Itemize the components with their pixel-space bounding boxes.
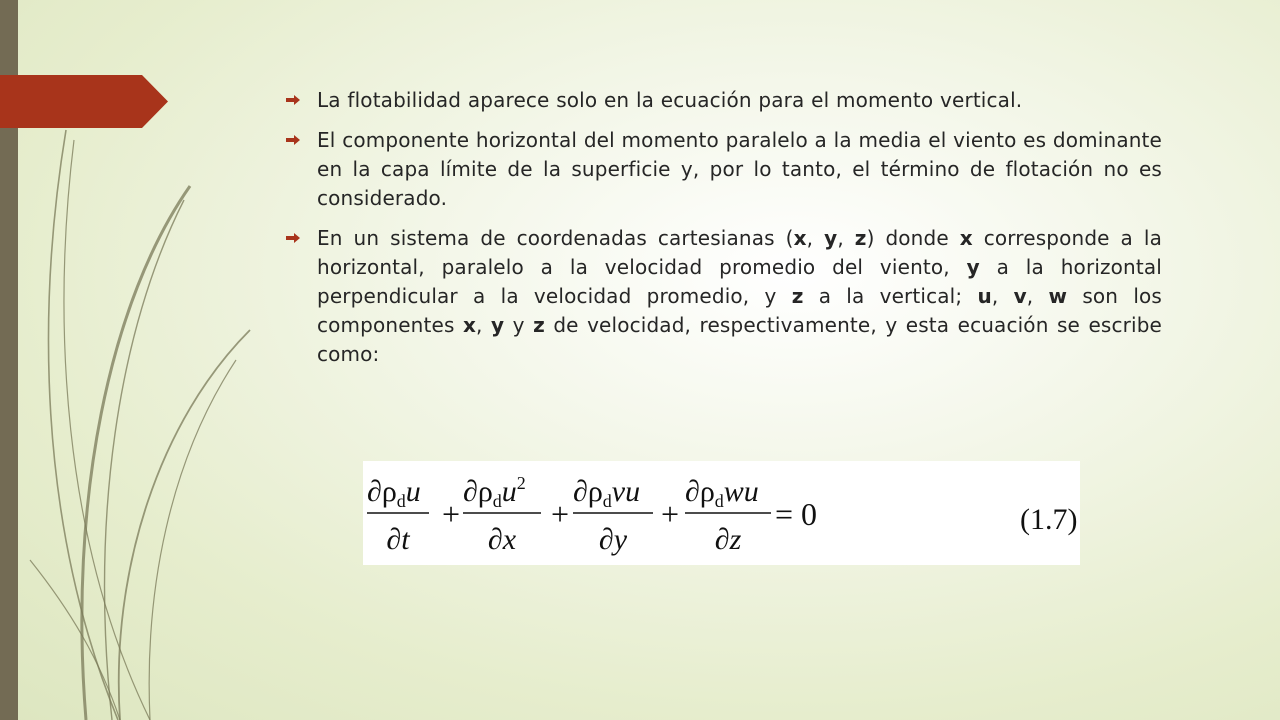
bold-variable: y — [491, 313, 505, 337]
equation-numerator: $\partial\rho_dwu$ — [685, 475, 759, 511]
text-run: La flotabilidad aparece solo en la ecuación para el momento vertical. — [317, 88, 1023, 112]
bold-variable: x — [793, 226, 807, 250]
text-run: a la vertical; — [803, 284, 978, 308]
arrow-bullet-icon — [286, 135, 300, 145]
equation-denominator: ∂y — [598, 523, 628, 556]
bold-variable: u — [977, 284, 992, 308]
equation-number: (1.7) — [1020, 503, 1078, 536]
bullet-text — [317, 126, 1162, 213]
equation-denominator: ∂x — [487, 523, 517, 556]
text-run: En un sistema de coordenadas cartesianas ( — [317, 226, 794, 250]
text-run: y — [504, 313, 534, 337]
bold-variable: y — [824, 226, 838, 250]
bold-variable: z — [854, 226, 867, 250]
bullet-item — [286, 224, 1162, 369]
equation-1-7 — [363, 461, 1080, 565]
text-run: , — [476, 313, 491, 337]
bold-variable: z — [533, 313, 545, 337]
equation-numerator: $\partial\rho_dvu$ — [573, 475, 641, 511]
text-run: , — [837, 226, 855, 250]
equation-denominator: ∂z — [714, 523, 742, 556]
equation-numerator: $\partial\rho_du^2$ — [463, 473, 526, 511]
text-run: son los componentes — [317, 284, 1162, 337]
text-run: ) donde — [866, 226, 960, 250]
bullet-text — [317, 86, 1162, 115]
text-run: , — [991, 284, 1014, 308]
bold-variable: x — [959, 226, 973, 250]
text-run: , — [1026, 284, 1049, 308]
equation-denominator: ∂t — [386, 523, 410, 556]
plus-sign: + — [551, 496, 570, 532]
arrow-bullet-icon — [286, 233, 300, 243]
plus-sign: + — [661, 496, 680, 532]
text-run: a la horizontal perpendicular a la velocidad promedio, y — [317, 255, 1162, 308]
equation-numerator: $\partial\rho_du$ — [367, 475, 421, 511]
arrow-bullet-icon — [286, 95, 300, 105]
bold-variable: v — [1013, 284, 1027, 308]
plus-sign: + — [442, 496, 461, 532]
bold-variable: z — [791, 284, 804, 308]
accent-arrow-shape — [0, 75, 168, 128]
bold-variable: x — [462, 313, 477, 337]
text-run: , — [806, 226, 825, 250]
text-run: El componente horizontal del momento paralelo a la media el viento es dominante en la capa límite de la superficie y, por lo tanto, el término de flotación no es considerado. — [317, 128, 1162, 210]
bullet-item — [286, 126, 1162, 213]
bullet-list — [286, 86, 1162, 380]
bold-variable: w — [1048, 284, 1068, 308]
bullet-item — [286, 86, 1162, 115]
bold-variable: y — [966, 255, 980, 279]
text-run: corresponde a la horizontal, paralelo a la velocidad promedio del viento, — [317, 226, 1163, 279]
equation-image — [363, 461, 1080, 565]
text-run: de velocidad, respectivamente, y esta ecuación se escribe como: — [317, 313, 1162, 366]
equation-rhs: = 0 — [775, 496, 818, 532]
bullet-text — [317, 224, 1162, 369]
